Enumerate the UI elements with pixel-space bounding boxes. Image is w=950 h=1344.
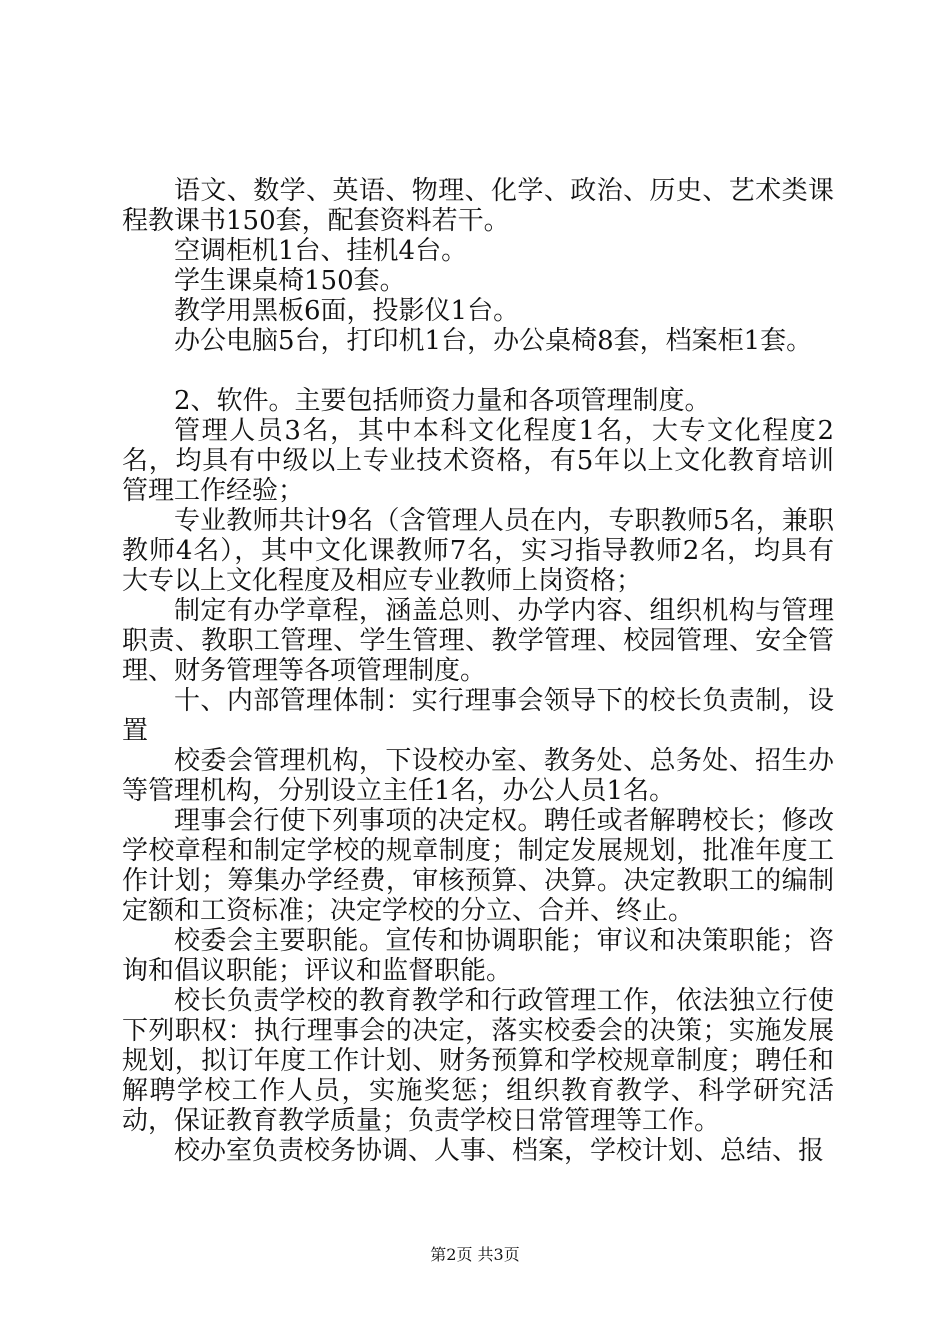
paragraph-textbooks: 语文、数学、英语、物理、化学、政治、历史、艺术类课程教课书150套，配套资料若干。: [122, 176, 834, 236]
paragraph-regulations: 制定有办学章程，涵盖总则、办学内容、组织机构与管理职责、教职工管理、学生管理、教学管理、校园管理、安全管理、财务管理等各项管理制度。: [122, 596, 834, 686]
paragraph-air-conditioners: 空调柜机1台、挂机4台。: [174, 236, 468, 266]
paragraph-teachers: 专业教师共计9名（含管理人员在内，专职教师5名，兼职教师4名），其中文化课教师7名，实习指导教师2名，均具有大专以上文化程度及相应专业教师上岗资格；: [122, 506, 834, 596]
paragraph-blackboards: 教学用黑板6面，投影仪1台。: [174, 296, 520, 326]
paragraph-office-duties: 校办室负责校务协调、人事、档案，学校计划、总结、报: [174, 1136, 825, 1166]
page-number-footer: 第2页 共3页: [430, 1245, 520, 1264]
paragraph-school-committee-structure: 校委会管理机构，下设校办室、教务处、总务处、招生办等管理机构，分别设立主任1名，办公人员1名。: [122, 746, 834, 806]
paragraph-desks: 学生课桌椅150套。: [174, 266, 406, 296]
paragraph-management-staff: 管理人员3名，其中本科文化程度1名，大专文化程度2名，均具有中级以上专业技术资格，有5年以上文化教育培训管理工作经验；: [122, 416, 834, 506]
paragraph-board-powers: 理事会行使下列事项的决定权。聘任或者解聘校长；修改学校章程和制定学校的规章制度；制定发展规划，批准年度工作计划；筹集办学经费，审核预算、决算。决定教职工的编制定额和工资标准；决定学校的分立、合并、终止。: [122, 806, 834, 926]
paragraph-committee-functions: 校委会主要职能。宣传和协调职能；审议和决策职能；咨询和倡议职能；评议和监督职能。: [122, 926, 834, 986]
paragraph-office-equipment: 办公电脑5台，打印机1台，办公桌椅8套，档案柜1套。: [174, 326, 813, 356]
paragraph-section-ten-heading: 十、内部管理体制：实行理事会领导下的校长负责制，设置: [122, 686, 834, 746]
paragraph-principal-duties: 校长负责学校的教育教学和行政管理工作，依法独立行使下列职权：执行理事会的决定，落实校委会的决策；实施发展规划，拟订年度工作计划、财务预算和学校规章制度；聘任和解聘学校工作人员，实施奖惩；组织教育教学、科学研究活动，保证教育教学质量；负责学校日常管理等工作。: [122, 986, 834, 1136]
document-body: [122, 176, 834, 1166]
paragraph-software-heading: 2、软件。主要包括师资力量和各项管理制度。: [174, 386, 711, 416]
